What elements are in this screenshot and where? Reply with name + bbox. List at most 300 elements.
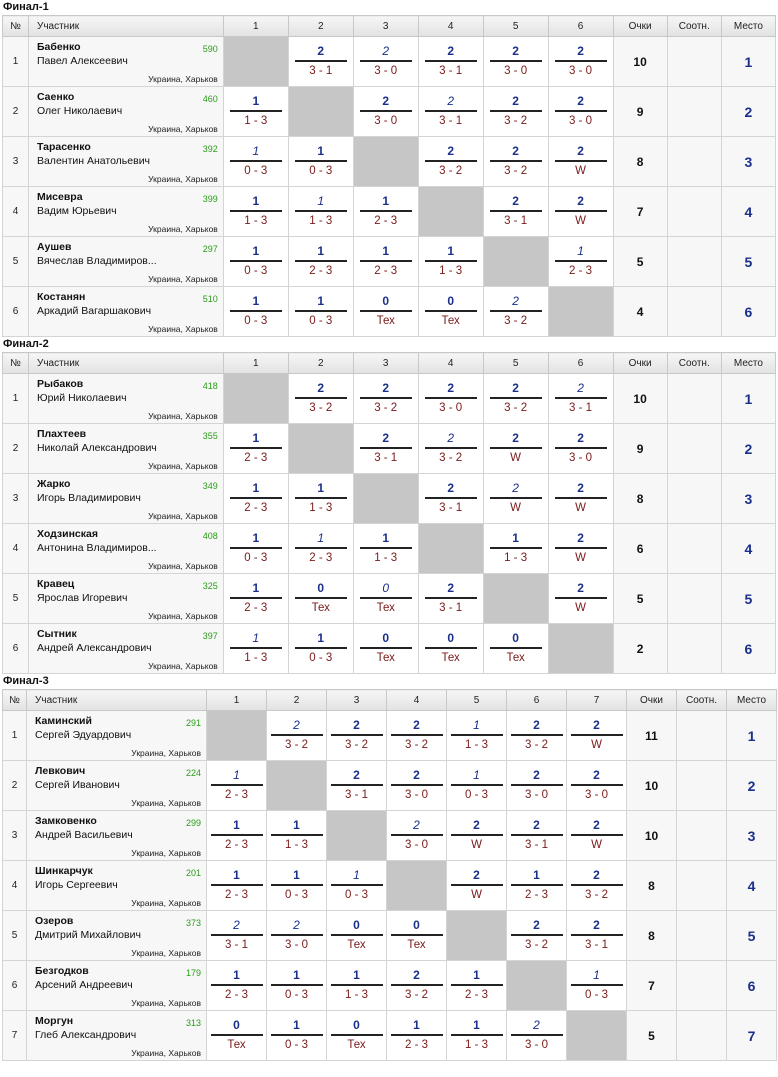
game-result[interactable] bbox=[223, 237, 288, 287]
game-points[interactable]: 2 bbox=[391, 768, 443, 786]
player-cell[interactable] bbox=[28, 37, 223, 87]
game-result[interactable] bbox=[288, 237, 353, 287]
player-rating: 297 bbox=[202, 244, 218, 254]
game-points[interactable]: 2 bbox=[555, 194, 607, 212]
game-points[interactable]: 1 bbox=[360, 194, 412, 212]
game-result[interactable] bbox=[223, 137, 288, 187]
game-points[interactable]: 2 bbox=[571, 718, 623, 736]
final-place: 1 bbox=[727, 711, 777, 761]
game-points[interactable]: 1 bbox=[230, 94, 282, 112]
player-number: 3 bbox=[3, 474, 29, 524]
game-result[interactable] bbox=[288, 624, 353, 674]
player-surname[interactable]: Левкович bbox=[35, 765, 86, 777]
game-points[interactable]: 2 bbox=[391, 968, 443, 986]
player-cell[interactable] bbox=[28, 624, 223, 674]
game-points[interactable]: 1 bbox=[230, 481, 282, 499]
game-score: 1 - 3 bbox=[309, 215, 333, 227]
game-points[interactable]: 1 bbox=[211, 768, 263, 786]
game-points[interactable]: 2 bbox=[360, 94, 412, 112]
game-points[interactable]: 2 bbox=[490, 94, 542, 112]
game-result[interactable] bbox=[267, 811, 327, 861]
game-points[interactable]: 1 bbox=[230, 431, 282, 449]
player-fullname: Николай Александрович bbox=[36, 442, 157, 454]
game-result[interactable] bbox=[548, 87, 613, 137]
game-result[interactable] bbox=[267, 861, 327, 911]
game-points[interactable]: 2 bbox=[451, 818, 503, 836]
game-points[interactable]: 2 bbox=[555, 481, 607, 499]
player-surname[interactable]: Моргун bbox=[35, 1015, 74, 1027]
game-result[interactable] bbox=[387, 911, 447, 961]
total-points: 5 bbox=[613, 574, 667, 624]
game-points[interactable]: 0 bbox=[211, 1018, 263, 1036]
game-result[interactable] bbox=[207, 861, 267, 911]
game-result[interactable] bbox=[567, 961, 627, 1011]
game-points[interactable]: 2 bbox=[555, 144, 607, 162]
game-points[interactable]: 0 bbox=[295, 581, 347, 599]
game-result[interactable] bbox=[548, 137, 613, 187]
game-result[interactable] bbox=[288, 374, 353, 424]
player-surname[interactable]: Безгодков bbox=[35, 965, 89, 977]
game-points[interactable]: 2 bbox=[490, 431, 542, 449]
game-points[interactable]: 1 bbox=[451, 718, 503, 736]
game-points[interactable]: 2 bbox=[360, 381, 412, 399]
game-points[interactable]: 2 bbox=[271, 718, 323, 736]
game-result-box bbox=[211, 868, 263, 902]
game-points[interactable]: 2 bbox=[490, 144, 542, 162]
game-points[interactable]: 1 bbox=[331, 868, 383, 886]
game-points[interactable]: 2 bbox=[425, 144, 477, 162]
game-points[interactable]: 0 bbox=[360, 631, 412, 649]
game-result[interactable] bbox=[223, 187, 288, 237]
game-result[interactable] bbox=[418, 87, 483, 137]
player-cell[interactable] bbox=[28, 574, 223, 624]
game-result-box bbox=[295, 381, 347, 415]
game-points[interactable]: 2 bbox=[451, 868, 503, 886]
game-points[interactable]: 2 bbox=[331, 718, 383, 736]
game-points[interactable]: 1 bbox=[451, 1018, 503, 1036]
game-result[interactable] bbox=[567, 711, 627, 761]
game-points[interactable]: 1 bbox=[271, 1018, 323, 1036]
game-result[interactable] bbox=[207, 1011, 267, 1061]
game-result[interactable] bbox=[353, 424, 418, 474]
player-cell[interactable] bbox=[28, 237, 223, 287]
game-points[interactable]: 2 bbox=[391, 718, 443, 736]
game-points[interactable]: 2 bbox=[425, 44, 477, 62]
game-result[interactable] bbox=[548, 187, 613, 237]
game-result[interactable] bbox=[387, 1011, 447, 1061]
game-points[interactable]: 2 bbox=[555, 381, 607, 399]
game-result[interactable] bbox=[507, 1011, 567, 1061]
player-surname[interactable]: Шинкарчук bbox=[35, 865, 93, 877]
ratio-cell bbox=[667, 624, 721, 674]
game-result-box bbox=[331, 918, 383, 952]
game-points[interactable]: 1 bbox=[295, 631, 347, 649]
game-result[interactable] bbox=[418, 624, 483, 674]
game-points[interactable]: 1 bbox=[230, 294, 282, 312]
game-result[interactable] bbox=[353, 237, 418, 287]
game-result[interactable] bbox=[387, 761, 447, 811]
player-cell[interactable] bbox=[28, 187, 223, 237]
game-result[interactable] bbox=[387, 711, 447, 761]
game-points[interactable]: 0 bbox=[425, 631, 477, 649]
game-result[interactable] bbox=[548, 474, 613, 524]
player-number: 3 bbox=[3, 137, 29, 187]
header-row bbox=[3, 690, 777, 711]
player-surname[interactable]: Замковенко bbox=[35, 815, 97, 827]
final-place: 2 bbox=[721, 424, 775, 474]
self-cell bbox=[418, 524, 483, 574]
game-points[interactable]: 2 bbox=[511, 1018, 563, 1036]
game-points[interactable]: 2 bbox=[490, 194, 542, 212]
game-points[interactable]: 1 bbox=[451, 968, 503, 986]
player-surname[interactable]: Костанян bbox=[36, 291, 86, 303]
game-points[interactable]: 1 bbox=[271, 968, 323, 986]
game-result[interactable] bbox=[507, 761, 567, 811]
game-result[interactable] bbox=[327, 961, 387, 1011]
player-row bbox=[3, 287, 776, 337]
game-result[interactable] bbox=[418, 374, 483, 424]
game-points[interactable]: 1 bbox=[230, 194, 282, 212]
game-result[interactable] bbox=[483, 624, 548, 674]
game-result[interactable] bbox=[548, 374, 613, 424]
game-result[interactable] bbox=[353, 37, 418, 87]
player-surname[interactable]: Рыбаков bbox=[36, 378, 84, 390]
game-result[interactable] bbox=[418, 237, 483, 287]
game-points[interactable]: 1 bbox=[360, 244, 412, 262]
game-points[interactable]: 0 bbox=[331, 1018, 383, 1036]
game-points[interactable]: 2 bbox=[391, 818, 443, 836]
game-points[interactable]: 2 bbox=[555, 581, 607, 599]
player-city: Украина, Харьков bbox=[148, 561, 218, 571]
game-points[interactable]: 1 bbox=[230, 144, 282, 162]
game-result[interactable] bbox=[353, 374, 418, 424]
game-result[interactable] bbox=[387, 961, 447, 1011]
player-row bbox=[3, 961, 777, 1011]
game-result[interactable] bbox=[327, 1011, 387, 1061]
game-points[interactable]: 2 bbox=[571, 818, 623, 836]
game-result[interactable] bbox=[418, 574, 483, 624]
game-result[interactable] bbox=[223, 287, 288, 337]
game-result-box bbox=[490, 194, 542, 228]
game-points[interactable]: 2 bbox=[331, 768, 383, 786]
game-points[interactable]: 2 bbox=[425, 381, 477, 399]
game-result[interactable] bbox=[288, 474, 353, 524]
game-result[interactable] bbox=[507, 811, 567, 861]
player-row bbox=[3, 761, 777, 811]
game-points[interactable]: 1 bbox=[211, 868, 263, 886]
game-result[interactable] bbox=[327, 861, 387, 911]
game-points[interactable]: 1 bbox=[360, 531, 412, 549]
game-result[interactable] bbox=[223, 474, 288, 524]
player-cell[interactable] bbox=[27, 961, 207, 1011]
game-points[interactable]: 1 bbox=[490, 531, 542, 549]
player-cell[interactable] bbox=[28, 87, 223, 137]
game-result-box bbox=[295, 631, 347, 665]
game-points[interactable]: 2 bbox=[490, 481, 542, 499]
player-rating: 399 bbox=[202, 194, 218, 204]
game-result[interactable] bbox=[418, 37, 483, 87]
game-points[interactable]: 1 bbox=[271, 818, 323, 836]
game-points[interactable]: 2 bbox=[571, 918, 623, 936]
game-result[interactable] bbox=[483, 524, 548, 574]
player-rating: 590 bbox=[202, 44, 218, 54]
game-points[interactable]: 2 bbox=[211, 918, 263, 936]
game-result[interactable] bbox=[567, 811, 627, 861]
game-points[interactable]: 1 bbox=[271, 868, 323, 886]
header-col-1: 1 bbox=[223, 353, 288, 374]
game-result[interactable] bbox=[447, 711, 507, 761]
player-cell[interactable] bbox=[28, 374, 223, 424]
game-result[interactable] bbox=[483, 287, 548, 337]
game-result[interactable] bbox=[288, 137, 353, 187]
game-points[interactable]: 0 bbox=[360, 581, 412, 599]
game-result[interactable] bbox=[447, 811, 507, 861]
game-score: 1 - 3 bbox=[344, 989, 368, 1001]
player-surname[interactable]: Озеров bbox=[35, 915, 74, 927]
game-points[interactable]: 0 bbox=[425, 294, 477, 312]
game-result[interactable] bbox=[207, 911, 267, 961]
game-result[interactable] bbox=[207, 811, 267, 861]
game-result[interactable] bbox=[223, 624, 288, 674]
player-cell[interactable] bbox=[27, 911, 207, 961]
game-result[interactable] bbox=[483, 37, 548, 87]
player-surname[interactable]: Мисевра bbox=[36, 191, 83, 203]
player-row bbox=[3, 624, 776, 674]
game-points[interactable]: 1 bbox=[425, 244, 477, 262]
game-points[interactable]: 2 bbox=[571, 868, 623, 886]
player-cell[interactable] bbox=[27, 861, 207, 911]
player-number: 4 bbox=[3, 861, 27, 911]
game-points[interactable]: 2 bbox=[555, 431, 607, 449]
game-result[interactable] bbox=[447, 1011, 507, 1061]
game-result[interactable] bbox=[353, 624, 418, 674]
game-points[interactable]: 2 bbox=[425, 94, 477, 112]
player-rating: 179 bbox=[185, 968, 201, 978]
player-cell[interactable] bbox=[27, 1011, 207, 1061]
header-col-4: 4 bbox=[387, 690, 447, 711]
game-points[interactable]: 2 bbox=[571, 768, 623, 786]
game-points[interactable]: 1 bbox=[511, 868, 563, 886]
player-cell[interactable] bbox=[28, 137, 223, 187]
game-result[interactable] bbox=[418, 424, 483, 474]
player-surname[interactable]: Сытник bbox=[36, 628, 77, 640]
game-result[interactable] bbox=[548, 574, 613, 624]
game-result[interactable] bbox=[353, 187, 418, 237]
game-points[interactable]: 1 bbox=[391, 1018, 443, 1036]
game-result[interactable] bbox=[447, 861, 507, 911]
game-result[interactable] bbox=[223, 524, 288, 574]
game-result[interactable] bbox=[548, 37, 613, 87]
game-points[interactable]: 2 bbox=[511, 918, 563, 936]
player-surname[interactable]: Тарасенко bbox=[36, 141, 91, 153]
game-result-box bbox=[490, 481, 542, 515]
game-points[interactable]: 1 bbox=[295, 481, 347, 499]
game-result[interactable] bbox=[548, 424, 613, 474]
game-result[interactable] bbox=[548, 524, 613, 574]
game-result[interactable] bbox=[507, 911, 567, 961]
game-points[interactable]: 2 bbox=[295, 44, 347, 62]
game-points[interactable]: 1 bbox=[555, 244, 607, 262]
game-score: Тех bbox=[407, 939, 426, 951]
ratio-cell bbox=[667, 187, 721, 237]
game-result[interactable] bbox=[288, 287, 353, 337]
game-points[interactable]: 1 bbox=[211, 968, 263, 986]
game-result[interactable] bbox=[567, 861, 627, 911]
game-result-box bbox=[451, 818, 503, 852]
game-points[interactable]: 2 bbox=[555, 44, 607, 62]
game-result[interactable] bbox=[418, 474, 483, 524]
player-row bbox=[3, 911, 777, 961]
game-result-box bbox=[425, 44, 477, 78]
game-result[interactable] bbox=[447, 961, 507, 1011]
player-cell[interactable] bbox=[28, 474, 223, 524]
game-result[interactable] bbox=[483, 474, 548, 524]
game-points[interactable]: 1 bbox=[451, 768, 503, 786]
game-result[interactable] bbox=[418, 287, 483, 337]
game-points[interactable]: 0 bbox=[391, 918, 443, 936]
game-result[interactable] bbox=[267, 711, 327, 761]
game-points[interactable]: 0 bbox=[360, 294, 412, 312]
player-cell[interactable] bbox=[27, 761, 207, 811]
game-result[interactable] bbox=[483, 87, 548, 137]
game-result-box bbox=[230, 144, 282, 178]
game-score: 3 - 1 bbox=[439, 65, 463, 77]
game-points[interactable]: 2 bbox=[490, 381, 542, 399]
game-points[interactable]: 1 bbox=[230, 531, 282, 549]
player-surname[interactable]: Аушев bbox=[36, 241, 72, 253]
game-points[interactable]: 2 bbox=[425, 431, 477, 449]
game-result[interactable] bbox=[567, 911, 627, 961]
game-result[interactable] bbox=[507, 711, 567, 761]
game-result[interactable] bbox=[567, 761, 627, 811]
game-result[interactable] bbox=[483, 137, 548, 187]
game-points[interactable]: 1 bbox=[295, 244, 347, 262]
game-result[interactable] bbox=[223, 87, 288, 137]
game-points[interactable]: 1 bbox=[295, 294, 347, 312]
game-result-box bbox=[271, 718, 323, 752]
game-result[interactable] bbox=[288, 524, 353, 574]
game-result[interactable] bbox=[353, 87, 418, 137]
game-points[interactable]: 2 bbox=[490, 44, 542, 62]
game-result[interactable] bbox=[483, 374, 548, 424]
player-surname[interactable]: Бабенко bbox=[36, 41, 81, 53]
game-points[interactable]: 1 bbox=[230, 631, 282, 649]
game-points[interactable]: 1 bbox=[230, 244, 282, 262]
game-points[interactable]: 2 bbox=[511, 768, 563, 786]
game-points[interactable]: 2 bbox=[490, 294, 542, 312]
game-result[interactable] bbox=[327, 761, 387, 811]
game-result[interactable] bbox=[207, 761, 267, 811]
game-result[interactable] bbox=[418, 137, 483, 187]
ratio-cell bbox=[667, 87, 721, 137]
total-points: 7 bbox=[627, 961, 677, 1011]
player-surname[interactable]: Ходзинская bbox=[36, 528, 98, 540]
game-score: 0 - 3 bbox=[244, 165, 268, 177]
game-result[interactable] bbox=[548, 237, 613, 287]
game-points[interactable]: 2 bbox=[271, 918, 323, 936]
game-result[interactable] bbox=[387, 811, 447, 861]
game-result[interactable] bbox=[267, 961, 327, 1011]
player-cell[interactable] bbox=[28, 287, 223, 337]
game-score: 3 - 1 bbox=[374, 452, 398, 464]
game-result-box bbox=[391, 818, 443, 852]
game-points[interactable]: 2 bbox=[425, 481, 477, 499]
game-result-box bbox=[360, 244, 412, 278]
player-cell[interactable] bbox=[28, 424, 223, 474]
game-points[interactable]: 1 bbox=[295, 144, 347, 162]
player-row bbox=[3, 137, 776, 187]
game-result[interactable] bbox=[353, 287, 418, 337]
player-surname[interactable]: Каминский bbox=[35, 715, 92, 727]
player-cell[interactable] bbox=[28, 524, 223, 574]
player-city: Украина, Харьков bbox=[148, 461, 218, 471]
game-result[interactable] bbox=[288, 187, 353, 237]
game-result[interactable] bbox=[267, 911, 327, 961]
game-result[interactable] bbox=[483, 424, 548, 474]
game-points[interactable]: 0 bbox=[490, 631, 542, 649]
game-result-box bbox=[331, 868, 383, 902]
game-result[interactable] bbox=[327, 911, 387, 961]
game-result[interactable] bbox=[288, 37, 353, 87]
game-result[interactable] bbox=[223, 574, 288, 624]
game-points[interactable]: 2 bbox=[425, 581, 477, 599]
player-surname[interactable]: Плахтеев bbox=[36, 428, 87, 440]
header-place: Место bbox=[721, 16, 775, 37]
game-points[interactable]: 2 bbox=[511, 718, 563, 736]
player-surname[interactable]: Жарко bbox=[36, 478, 71, 490]
game-result-box bbox=[571, 968, 623, 1002]
game-result[interactable] bbox=[207, 961, 267, 1011]
game-result[interactable] bbox=[223, 424, 288, 474]
game-points[interactable]: 1 bbox=[571, 968, 623, 986]
player-cell[interactable] bbox=[27, 811, 207, 861]
game-result-box bbox=[451, 1018, 503, 1052]
game-result[interactable] bbox=[353, 574, 418, 624]
player-surname[interactable]: Кравец bbox=[36, 578, 75, 590]
player-surname[interactable]: Саенко bbox=[36, 91, 75, 103]
game-score: 2 - 3 bbox=[224, 889, 248, 901]
game-result[interactable] bbox=[327, 711, 387, 761]
game-result-box bbox=[571, 718, 623, 752]
player-cell[interactable] bbox=[27, 711, 207, 761]
game-result-box bbox=[360, 581, 412, 615]
header-participant: Участник bbox=[27, 690, 207, 711]
game-result[interactable] bbox=[288, 574, 353, 624]
game-points[interactable]: 2 bbox=[555, 531, 607, 549]
game-points[interactable]: 1 bbox=[211, 818, 263, 836]
game-points[interactable]: 2 bbox=[360, 431, 412, 449]
game-points[interactable]: 0 bbox=[331, 918, 383, 936]
game-points[interactable]: 1 bbox=[295, 531, 347, 549]
game-points[interactable]: 2 bbox=[555, 94, 607, 112]
game-result[interactable] bbox=[447, 761, 507, 811]
game-result-box bbox=[425, 631, 477, 665]
game-result-box bbox=[295, 581, 347, 615]
game-result[interactable] bbox=[353, 524, 418, 574]
game-result[interactable] bbox=[267, 1011, 327, 1061]
game-points[interactable]: 2 bbox=[295, 381, 347, 399]
game-points[interactable]: 1 bbox=[295, 194, 347, 212]
ratio-cell bbox=[667, 424, 721, 474]
game-result-box bbox=[490, 631, 542, 665]
game-result[interactable] bbox=[507, 861, 567, 911]
game-points[interactable]: 2 bbox=[511, 818, 563, 836]
game-points[interactable]: 1 bbox=[230, 581, 282, 599]
game-score: 3 - 1 bbox=[344, 789, 368, 801]
game-points[interactable]: 1 bbox=[331, 968, 383, 986]
game-points[interactable]: 2 bbox=[360, 44, 412, 62]
game-result[interactable] bbox=[483, 187, 548, 237]
